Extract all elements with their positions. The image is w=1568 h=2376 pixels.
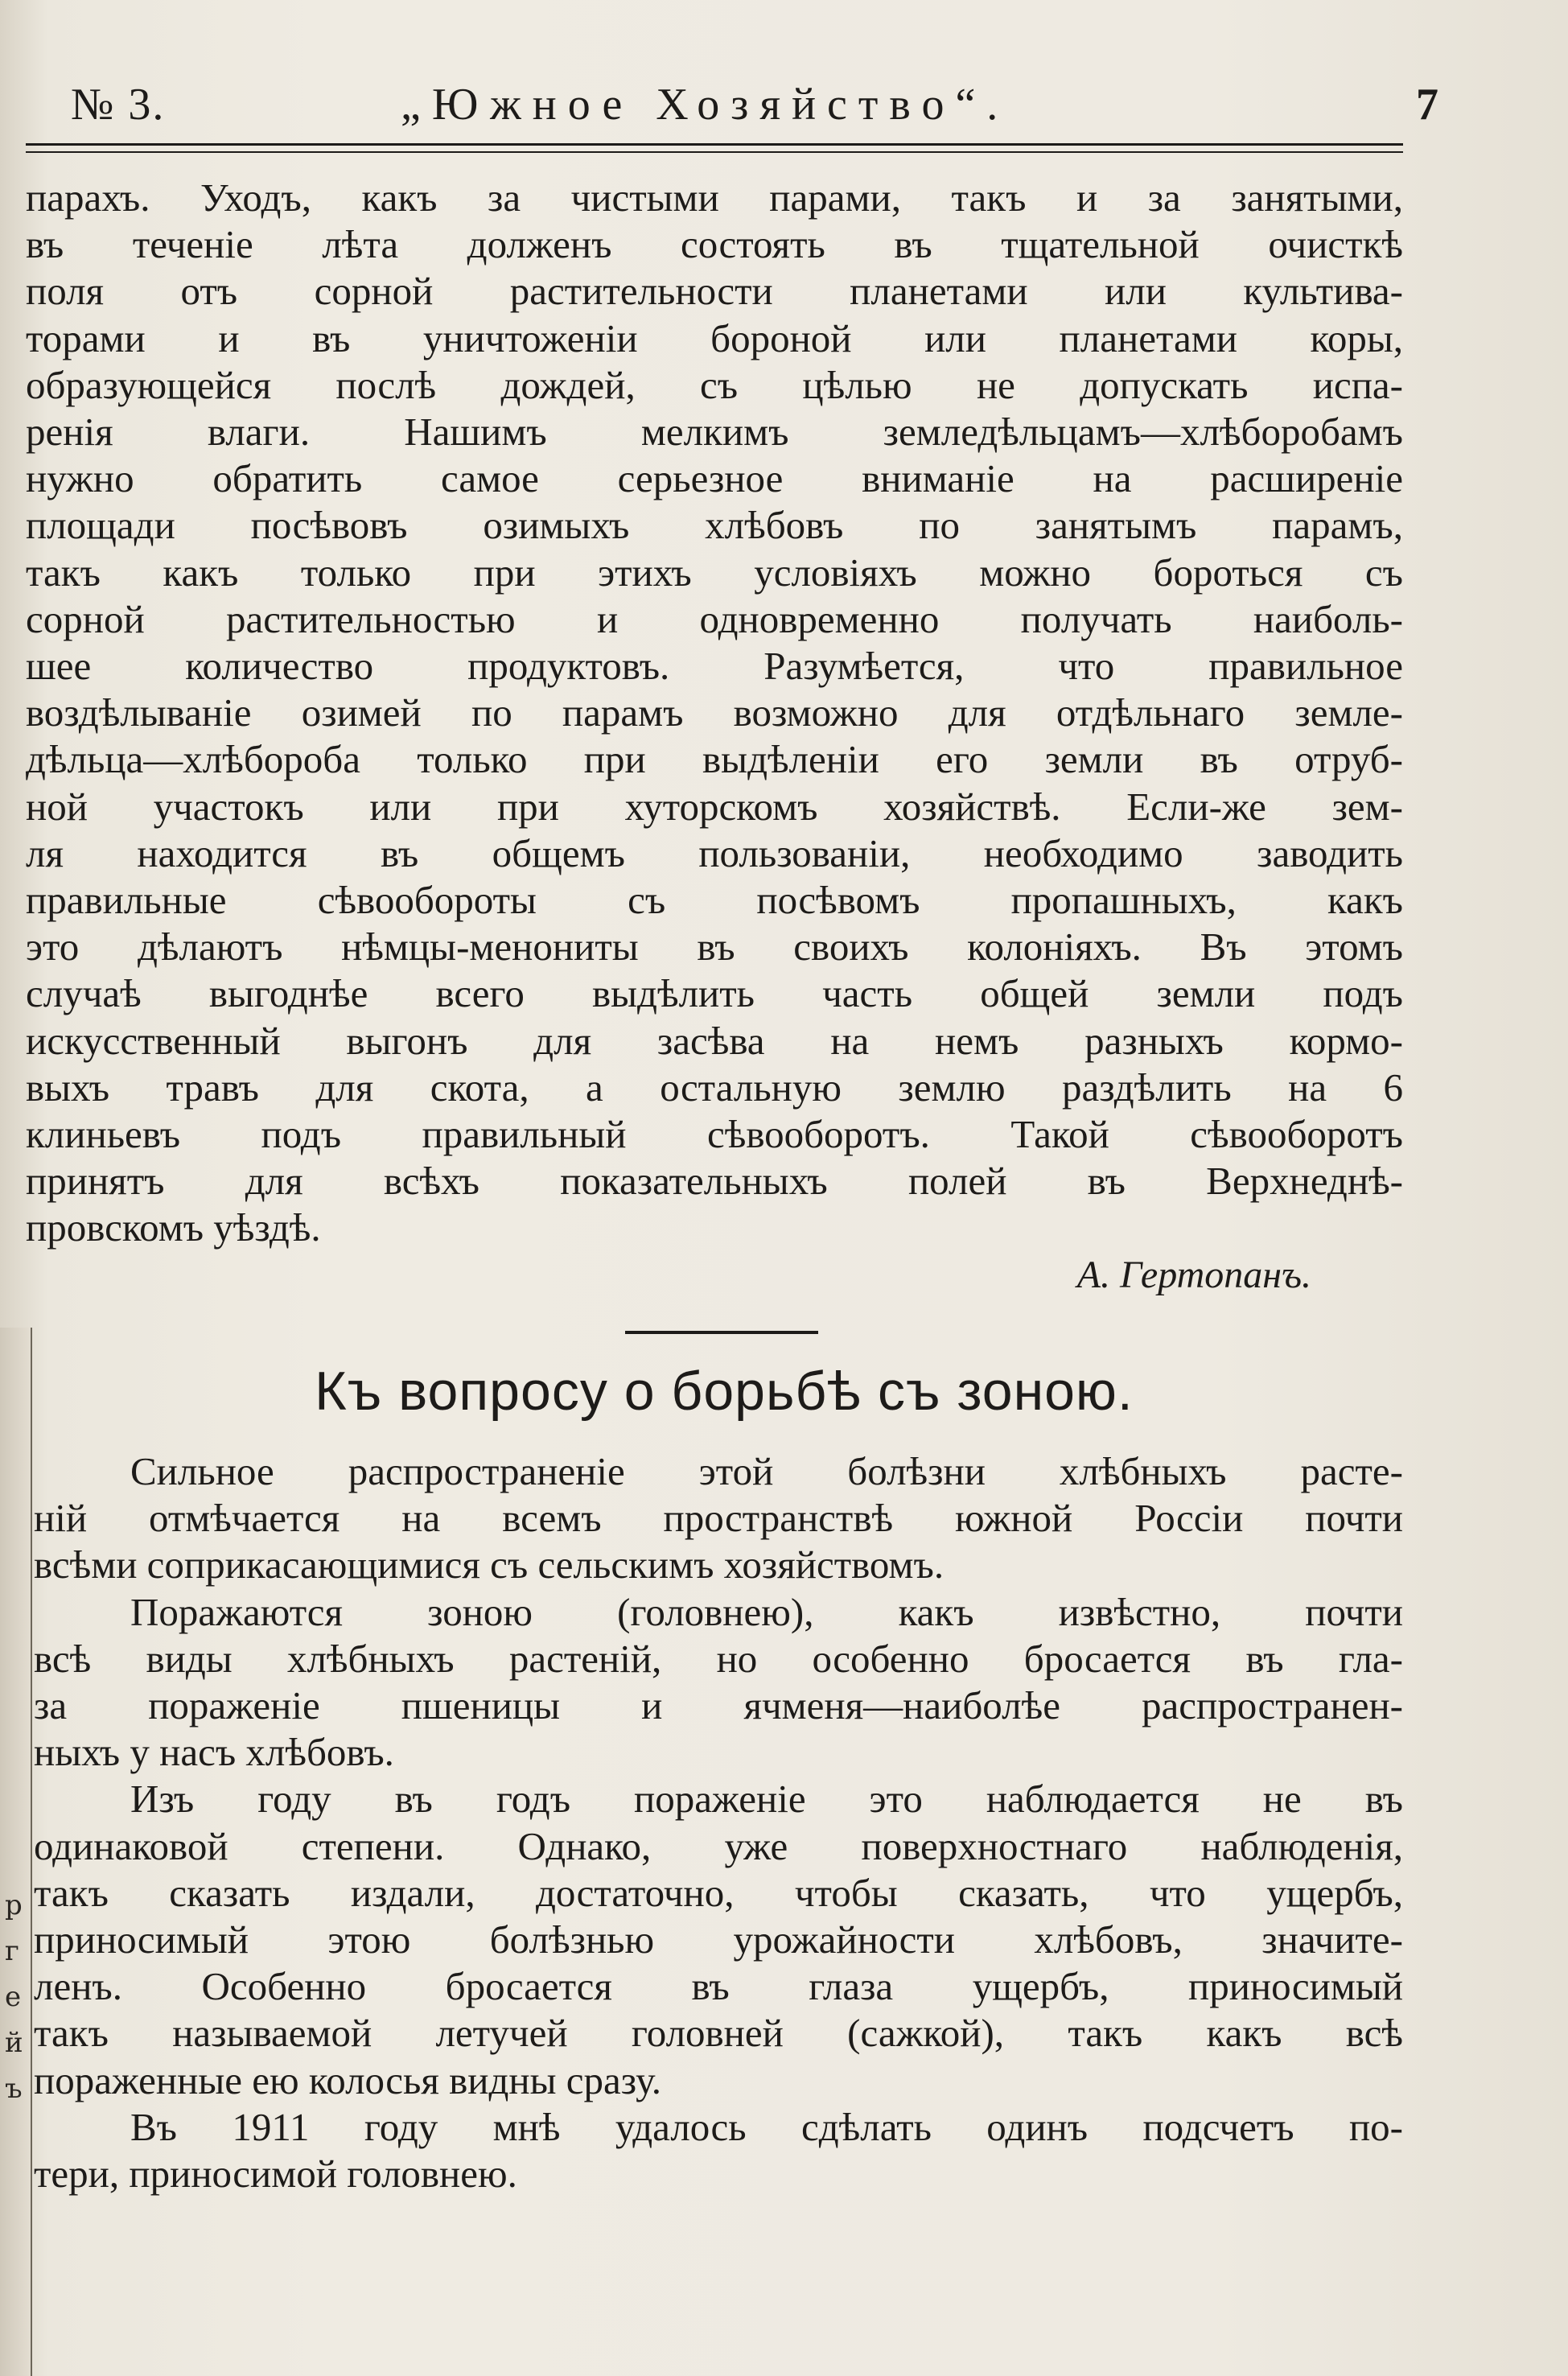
page-number: 7 xyxy=(1416,80,1438,130)
text-line: такъ сказать издали, достаточно, чтобы сказать, что ущербъ, xyxy=(34,1870,1403,1915)
text-line: Поражаются зоною (головнею), какъ извѣстно, почти xyxy=(130,1589,1403,1634)
text-line: воздѣлываніе озимей по парамъ возможно для отдѣльнаго земле- xyxy=(26,690,1403,735)
text-line: такъ называемой летучей головней (сажкой), такъ какъ всѣ xyxy=(34,2011,1403,2056)
text-line: пораженные ею колосья видны сразу. xyxy=(34,2057,661,2102)
text-line: Изъ году въ годъ пораженіе это наблюдается не въ xyxy=(130,1777,1403,1822)
text-line: всѣми соприкасающимися съ сельскимъ хозяйствомъ. xyxy=(34,1542,945,1587)
text-line: въ теченіе лѣта долженъ состоять въ тщательной очисткѣ xyxy=(26,222,1403,267)
issue-number: № 3. xyxy=(71,80,166,130)
text-line: торами и въ уничтоженіи бороной или планетами коры, xyxy=(26,315,1403,360)
text-line: за пораженіе пшеницы и ячменя—наиболѣе распространен- xyxy=(34,1683,1403,1728)
spine-letter: е xyxy=(5,1981,22,2013)
journal-title: „Южное Хозяйство“. xyxy=(401,80,1010,130)
header-rule-thin xyxy=(26,151,1403,153)
text-line: искусственный выгонъ для засѣва на немъ разныхъ кормо- xyxy=(26,1018,1403,1063)
text-line: клиньевъ подъ правильный сѣвооборотъ. Такой сѣвооборотъ xyxy=(26,1112,1403,1157)
text-line: шее количество продуктовъ. Разумѣется, что правильное xyxy=(26,644,1403,689)
paragraph xyxy=(34,1776,1403,2103)
text-line: Сильное распространеніе этой болѣзни хлѣбныхъ расте- xyxy=(130,1449,1403,1493)
text-line: поля отъ сорной растительности планетами или культива- xyxy=(26,269,1403,314)
paragraph xyxy=(34,2104,1403,2197)
text-line: образующейся послѣ дождей, съ цѣлью не допускать испа- xyxy=(26,362,1403,407)
text-line: площади посѣвовъ озимыхъ хлѣбовъ по занятымъ парамъ, xyxy=(26,503,1403,548)
header-rule-thick xyxy=(26,143,1403,146)
running-header xyxy=(71,79,1438,135)
spine-letter: й xyxy=(5,2027,23,2059)
author-signature: А. Гертопанъ. xyxy=(1076,1254,1311,1296)
text-line: ленъ. Особенно бросается въ глаза ущербъ, приносимый xyxy=(34,1964,1403,2009)
text-line: провскомъ уѣздѣ. xyxy=(26,1205,321,1250)
text-line: тери, приносимой головнею. xyxy=(34,2152,517,2197)
text-line: ныхъ у насъ хлѣбовъ. xyxy=(34,1730,394,1775)
text-line: всѣ виды хлѣбныхъ растеній, но особенно бросается въ гла- xyxy=(34,1636,1403,1681)
text-line: одинаковой степени. Однако, уже поверхностнаго наблюденія, xyxy=(34,1823,1403,1868)
text-line: случаѣ выгоднѣе всего выдѣлить часть общей земли подъ xyxy=(26,971,1403,1016)
facing-page-spine xyxy=(0,1328,32,2376)
text-line: это дѣлаютъ нѣмцы-менониты въ своихъ колоніяхъ. Въ этомъ xyxy=(26,924,1403,970)
text-line: выхъ травъ для скота, а остальную землю раздѣлить на 6 xyxy=(26,1064,1403,1110)
text-line: ля находится въ общемъ пользованіи, необходимо заводить xyxy=(26,830,1403,875)
text-line: ренія влаги. Нашимъ мелкимъ земледѣльцамъ—хлѣборобамъ xyxy=(26,410,1403,455)
spine-letter: ъ xyxy=(5,2073,23,2105)
spine-letter: р xyxy=(5,1889,23,1921)
paragraph xyxy=(34,1589,1403,1777)
article-body xyxy=(34,1448,1403,2197)
previous-article-ending xyxy=(26,175,1403,1252)
article-title: Къ вопросу о борьбѣ съ зоною. xyxy=(315,1361,1134,1422)
text-line: сорной растительностью и одновременно получать наиболь- xyxy=(26,596,1403,641)
text-line: Въ 1911 году мнѣ удалось сдѣлать одинъ подсчетъ по- xyxy=(130,2104,1403,2149)
text-line: дѣльца—хлѣбороба только при выдѣленіи его земли въ отруб- xyxy=(26,737,1403,782)
paragraph xyxy=(34,1448,1403,1589)
text-line: приносимый этою болѣзнью урожайности хлѣбовъ, значите- xyxy=(34,1917,1403,1962)
section-divider xyxy=(625,1331,818,1334)
text-line: нужно обратить самое серьезное вниманіе на расширеніе xyxy=(26,456,1403,501)
spine-letter: г xyxy=(5,1935,19,1967)
text-line: принятъ для всѣхъ показательныхъ полей въ Верхнеднѣ- xyxy=(26,1159,1403,1204)
text-line: правильные сѣвообороты съ посѣвомъ пропашныхъ, какъ xyxy=(26,878,1403,923)
text-line: такъ какъ только при этихъ условіяхъ можно бороться съ xyxy=(26,550,1403,595)
text-line: парахъ. Уходъ, какъ за чистыми парами, такъ и за занятыми, xyxy=(26,175,1403,220)
text-line: ной участокъ или при хуторскомъ хозяйствѣ. Если-же зем- xyxy=(26,784,1403,829)
text-line: ній отмѣчается на всемъ пространствѣ южной Россіи почти xyxy=(34,1496,1403,1541)
